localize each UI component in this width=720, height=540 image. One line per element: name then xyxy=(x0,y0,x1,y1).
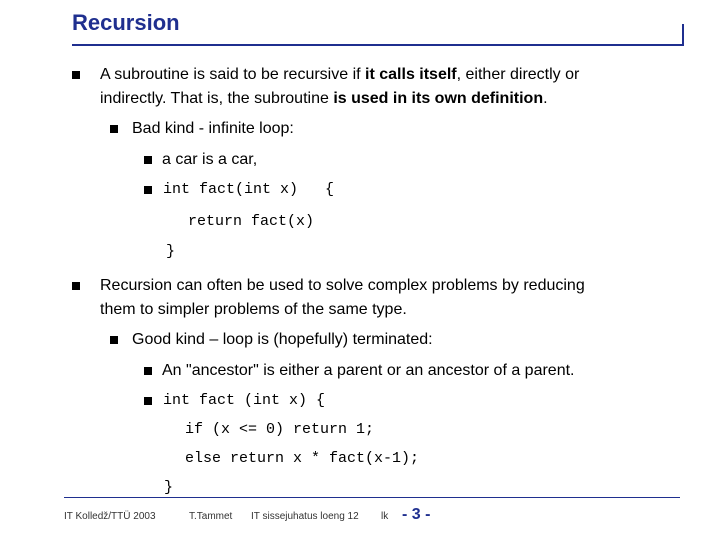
bullet2-code3: else return x * fact(x-1); xyxy=(185,450,420,467)
bullet1-code1: int fact(int x) { xyxy=(163,181,335,198)
bullet-square-icon xyxy=(110,336,118,344)
bullet1-line1 xyxy=(100,63,579,87)
bullet1-line1-post: , either directly or xyxy=(456,66,580,83)
footer-initials: lk xyxy=(381,511,389,522)
bullet1-line2-post: . xyxy=(543,90,548,107)
footer-course: IT sissejuhatus loeng 12 xyxy=(251,511,359,522)
bullet1-line1-pre: A subroutine is said to be recursive if xyxy=(100,66,366,83)
bullet1-sub: Bad kind - infinite loop: xyxy=(132,120,294,137)
bullet1-line1-bold: it calls itself xyxy=(365,66,457,83)
bullet1-sub-a: a car is a car, xyxy=(162,151,258,168)
bullet-square-icon xyxy=(72,71,80,79)
footer-rule xyxy=(64,497,680,498)
bullet2-code1: int fact (int x) { xyxy=(163,392,326,409)
bullet-square-icon xyxy=(144,186,152,194)
bullet2-line1: Recursion can often be used to solve complex problems by reducing xyxy=(100,277,585,294)
bullet1-line2 xyxy=(100,87,548,111)
title-underline xyxy=(72,44,684,46)
bullet1-code3: } xyxy=(166,243,176,260)
bullet2-sub: Good kind – loop is (hopefully) terminated: xyxy=(132,331,433,348)
bullet2-line2: them to simpler problems of the same type. xyxy=(100,301,407,318)
bullet1-line2-pre: indirectly. That is, the subroutine xyxy=(100,90,334,107)
bullet-square-icon xyxy=(144,367,152,375)
bullet1-line2-bold: is used in its own definition xyxy=(333,90,544,107)
bullet2-sub-a: An "ancestor" is either a parent or an ancestor of a parent. xyxy=(162,362,575,379)
bullet1-code2: return fact(x) xyxy=(188,213,315,230)
footer-org: IT Kolledž/TTÜ 2003 xyxy=(64,511,156,522)
bullet-square-icon xyxy=(144,397,152,405)
bullet-square-icon xyxy=(110,125,118,133)
footer-author: T.Tammet xyxy=(189,511,233,522)
page-number: - 3 - xyxy=(402,506,431,523)
page-title: Recursion xyxy=(72,10,180,35)
bullet2-code4: } xyxy=(164,479,174,496)
title-rule-end xyxy=(682,24,684,46)
bullet-square-icon xyxy=(72,282,80,290)
bullet2-code2: if (x <= 0) return 1; xyxy=(185,421,375,438)
bullet-square-icon xyxy=(144,156,152,164)
